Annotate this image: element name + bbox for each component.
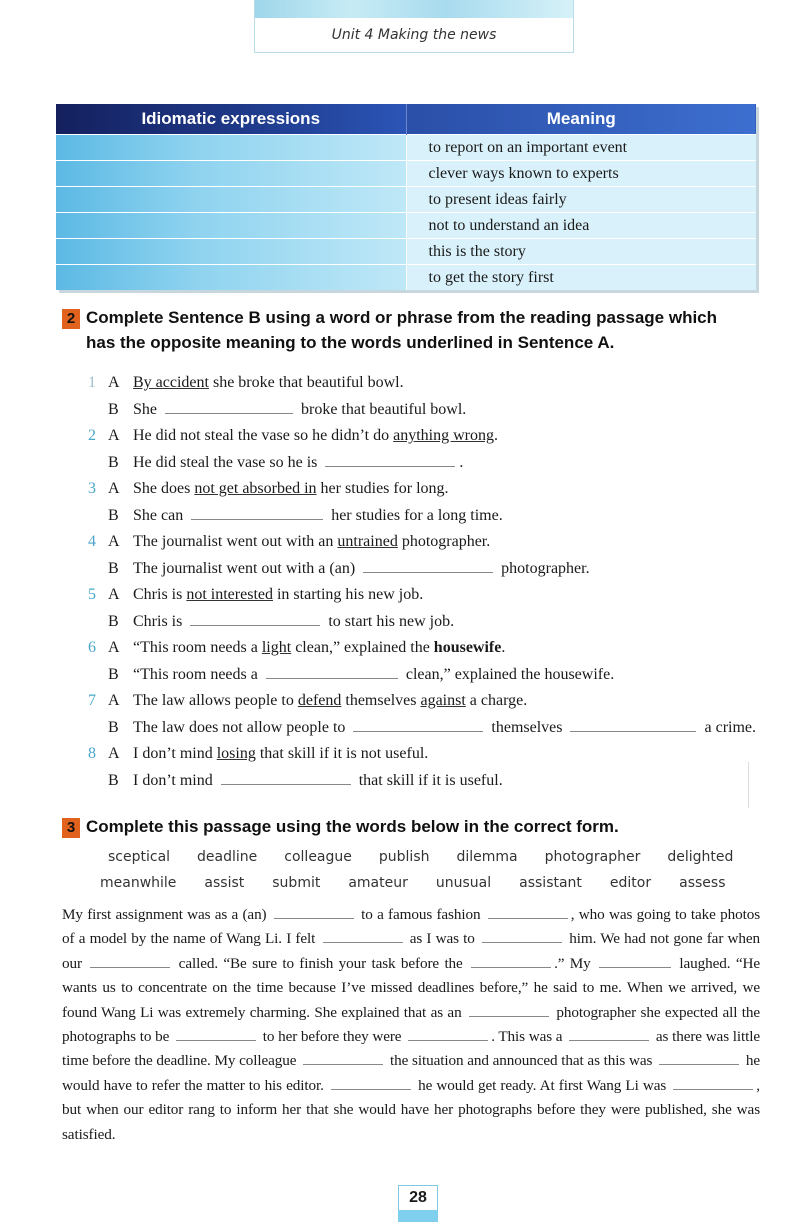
sentence-text: she broke that beautiful bowl. <box>208 374 404 391</box>
sentence-text: Chris is <box>133 586 187 603</box>
item-number: 8 <box>88 745 96 762</box>
page-number-strip <box>398 1210 438 1222</box>
sentence-b <box>88 397 768 424</box>
answer-blank[interactable] <box>176 1026 256 1041</box>
word-bank-item: amateur <box>348 875 408 891</box>
sentence-text: photographer. <box>497 559 590 577</box>
unit-header <box>254 0 574 53</box>
letter-b: B <box>108 453 119 471</box>
sentence-text: . <box>459 453 464 471</box>
exercise-2-heading <box>62 305 717 331</box>
sentence-text: photographer. <box>397 533 491 550</box>
sentence-text: I don’t mind <box>133 771 217 789</box>
passage-text: to her before they were <box>258 1028 406 1046</box>
sentence-b-text <box>133 503 503 529</box>
word-bank-item: editor <box>609 875 652 891</box>
word-bank-row <box>100 870 760 896</box>
item-number: 7 <box>88 692 96 709</box>
sentence-b <box>88 609 768 636</box>
item-number: 5 <box>88 586 96 603</box>
answer-blank[interactable] <box>274 904 354 919</box>
exercise-2-list <box>88 370 768 794</box>
underlined-phrase: losing <box>216 745 256 762</box>
word-bank-item: sceptical <box>108 849 171 865</box>
sentence-a-text <box>133 529 490 555</box>
expression-answer-cell[interactable] <box>56 265 406 291</box>
underlined-phrase: not interested <box>186 586 273 603</box>
exercise-number: 3 <box>62 818 80 838</box>
margin-rule <box>748 762 749 808</box>
expression-answer-cell[interactable] <box>56 213 406 239</box>
exercise-3-instruction: Complete this passage using the words below in the correct form. <box>86 817 619 836</box>
sentence-text: The law allows people to <box>133 692 298 709</box>
sentence-text: He did not steal the vase so he didn’t do <box>133 427 394 444</box>
meaning-cell: to present ideas fairly <box>406 187 756 213</box>
exercise-3-heading <box>62 814 619 840</box>
word-bank-item: publish <box>378 849 430 865</box>
item-number: 2 <box>88 427 96 444</box>
passage-text: to a famous fashion <box>356 906 485 923</box>
letter-a: A <box>108 639 120 656</box>
item-number: 1 <box>88 374 96 391</box>
word-bank-item: colleague <box>284 849 352 865</box>
table-row <box>56 161 756 187</box>
sentence-a <box>88 423 768 450</box>
sentence-b-text <box>133 715 756 741</box>
word-bank-item: unusual <box>435 875 492 891</box>
answer-blank[interactable] <box>165 397 293 414</box>
word-bank-item: meanwhile <box>100 875 177 891</box>
sentence-b-text <box>133 609 454 635</box>
sentence-text: her studies for long. <box>316 480 449 497</box>
passage-text: photographer she expected all the photographs to be <box>62 1003 760 1046</box>
letter-b: B <box>108 506 119 524</box>
exercise-2-instruction-1: Complete Sentence B using a word or phrase from the reading passage which <box>86 308 718 327</box>
expression-answer-cell[interactable] <box>56 187 406 213</box>
sentence-text: her studies for a long time. <box>327 506 503 524</box>
sentence-text: to start his new job. <box>324 612 455 630</box>
answer-blank[interactable] <box>363 556 493 573</box>
col-header-expressions: Idiomatic expressions <box>56 104 406 135</box>
exercise-2-heading-line2: has the opposite meaning to the words underlined in Sentence A. <box>86 333 615 352</box>
sentence-text: broke that beautiful bowl. <box>297 400 467 418</box>
table-row <box>56 239 756 265</box>
header-decoration <box>255 0 573 18</box>
table-row <box>56 213 756 239</box>
passage-text: laughed. “He wants us to concentrate on the time because I’ve missed deadlines before,” he said to me. When we arrived, we found Wang Li was extremely charming. She explained that as an <box>62 954 760 1021</box>
underlined-phrase: light <box>261 639 292 656</box>
answer-blank[interactable] <box>353 715 483 732</box>
passage-text: , who was going to take photos of a model by the name of Wang Li. I felt <box>62 906 761 948</box>
sentence-a-text <box>133 688 527 714</box>
answer-blank[interactable] <box>323 928 403 943</box>
answer-blank[interactable] <box>191 503 323 520</box>
col-header-meaning: Meaning <box>406 104 756 135</box>
page-number <box>398 1185 438 1221</box>
letter-b: B <box>108 612 119 630</box>
item-number: 6 <box>88 639 96 656</box>
sentence-b <box>88 768 768 795</box>
sentence-a <box>88 476 768 503</box>
word-bank-item: assistant <box>519 875 582 891</box>
sentence-text: “This room needs a <box>133 639 262 656</box>
underlined-phrase: anything wrong <box>393 427 494 444</box>
sentence-a-text <box>133 370 404 396</box>
sentence-text: She can <box>133 506 188 524</box>
letter-a: A <box>108 427 120 444</box>
expression-answer-cell[interactable] <box>56 239 406 265</box>
meaning-cell: this is the story <box>406 239 756 265</box>
passage-text: the situation and announced that as this was <box>386 1052 657 1070</box>
letter-b: B <box>108 771 119 789</box>
underlined-phrase: untrained <box>337 533 398 550</box>
passage-text: . This was a <box>491 1028 567 1046</box>
letter-a: A <box>108 586 120 603</box>
answer-blank[interactable] <box>659 1050 739 1065</box>
underlined-phrase: against <box>420 692 466 709</box>
table-header-row <box>56 104 756 135</box>
sentence-text: themselves <box>487 718 567 736</box>
meaning-cell: not to understand an idea <box>406 213 756 239</box>
answer-blank[interactable] <box>266 662 398 679</box>
sentence-text: “This room needs a <box>133 665 262 683</box>
sentence-text: a crime. <box>700 718 757 736</box>
answer-blank[interactable] <box>331 1075 411 1090</box>
sentence-a-text <box>133 741 428 767</box>
sentence-a-text <box>133 476 449 502</box>
sentence-a-text <box>133 582 423 608</box>
letter-a: A <box>108 374 120 391</box>
sentence-b <box>88 662 768 689</box>
passage-text: as there was little time before the deadline. My colleague <box>62 1028 760 1070</box>
meaning-cell: to get the story first <box>406 265 756 291</box>
sentence-a <box>88 370 768 397</box>
letter-b: B <box>108 718 119 736</box>
sentence-text: a charge. <box>465 692 528 709</box>
passage-text: as I was to <box>405 930 480 948</box>
passage-text: .” My <box>554 954 597 972</box>
sentence-text: . <box>501 639 506 656</box>
sentence-a <box>88 741 768 768</box>
word-bank-item: deadline <box>197 849 258 865</box>
sentence-text: . <box>493 427 498 444</box>
sentence-text: I don’t mind <box>133 745 217 762</box>
answer-blank[interactable] <box>569 1026 649 1041</box>
passage-text: , but when our editor rang to inform her that she would have her photographs before they were published, she was satisfied. <box>62 1076 760 1143</box>
answer-blank[interactable] <box>599 953 671 968</box>
underlined-phrase: defend <box>297 692 342 709</box>
letter-a: A <box>108 533 120 550</box>
passage-text: him. We had not gone far when our <box>62 930 761 972</box>
sentence-text: She <box>133 400 161 418</box>
sentence-text: in starting his new job. <box>272 586 424 603</box>
table-row <box>56 265 756 291</box>
expression-answer-cell[interactable] <box>56 161 406 187</box>
table-row <box>56 187 756 213</box>
bold-word: housewife <box>433 639 502 656</box>
meaning-cell: to report on an important event <box>406 135 756 161</box>
letter-b: B <box>108 665 119 683</box>
letter-a: A <box>108 692 120 709</box>
sentence-text: He did steal the vase so he is <box>133 453 322 471</box>
item-number: 4 <box>88 533 96 550</box>
passage-text: he would get ready. At first Wang Li was <box>413 1076 671 1094</box>
sentence-text: that skill if it is useful. <box>354 771 503 789</box>
passage-text: called. “Be sure to finish your task before the <box>173 954 469 972</box>
answer-blank[interactable] <box>471 953 551 968</box>
sentence-b-text <box>133 450 463 476</box>
sentence-text: The journalist went out with an <box>133 533 338 550</box>
letter-a: A <box>108 745 120 762</box>
unit-title: Unit 4 Making the news <box>331 27 497 43</box>
answer-blank[interactable] <box>482 928 562 943</box>
answer-blank[interactable] <box>570 715 696 732</box>
sentence-b <box>88 715 768 742</box>
idiom-table <box>56 104 756 290</box>
word-bank-item: assess <box>679 875 726 891</box>
sentence-text: The law does not allow people to <box>133 718 350 736</box>
sentence-b <box>88 556 768 583</box>
sentence-b-text <box>133 768 503 794</box>
sentence-b <box>88 503 768 530</box>
sentence-text: Chris is <box>133 612 187 630</box>
sentence-a <box>88 635 768 662</box>
answer-blank[interactable] <box>325 450 455 467</box>
underlined-phrase: By accident <box>133 374 209 391</box>
sentence-b-text <box>133 662 614 688</box>
answer-blank[interactable] <box>469 1002 549 1017</box>
word-bank-item: submit <box>272 875 321 891</box>
passage-text: he would have to refer the matter to his editor. <box>62 1052 760 1094</box>
word-bank-row <box>100 844 760 870</box>
answer-blank[interactable] <box>190 609 320 626</box>
answer-blank[interactable] <box>408 1026 488 1041</box>
answer-blank[interactable] <box>221 768 351 785</box>
answer-blank[interactable] <box>90 953 170 968</box>
word-bank-item: delighted <box>667 849 734 865</box>
sentence-b-text <box>133 397 466 423</box>
sentence-b <box>88 450 768 477</box>
sentence-a-text <box>133 635 505 661</box>
word-bank-item: dilemma <box>456 849 518 865</box>
sentence-a-text <box>133 423 498 449</box>
sentence-text: She does <box>133 480 195 497</box>
meaning-cell: clever ways known to experts <box>406 161 756 187</box>
letter-a: A <box>108 480 120 497</box>
letter-b: B <box>108 559 119 577</box>
item-number: 3 <box>88 480 96 497</box>
table-row <box>56 135 756 161</box>
answer-blank[interactable] <box>488 904 568 919</box>
sentence-text: that skill if it is not useful. <box>255 745 429 762</box>
letter-b: B <box>108 400 119 418</box>
answer-blank[interactable] <box>303 1050 383 1065</box>
passage-text: My first assignment was as a (an) <box>62 906 271 923</box>
sentence-text: clean,” explained the <box>291 639 434 656</box>
word-bank-item: photographer <box>544 849 641 865</box>
page-number-label: 28 <box>398 1185 438 1210</box>
sentence-text: clean,” explained the housewife. <box>401 665 615 683</box>
expression-answer-cell[interactable] <box>56 135 406 161</box>
sentence-a <box>88 582 768 609</box>
sentence-a <box>88 529 768 556</box>
underlined-phrase: not get absorbed in <box>194 480 317 497</box>
sentence-b-text <box>133 556 590 582</box>
cloze-passage <box>62 903 760 1147</box>
exercise-number: 2 <box>62 309 80 329</box>
answer-blank[interactable] <box>673 1075 753 1090</box>
sentence-text: The journalist went out with a (an) <box>133 559 360 577</box>
sentence-text: themselves <box>341 692 421 709</box>
word-bank-item: assist <box>204 875 245 891</box>
word-bank <box>100 844 760 896</box>
sentence-a <box>88 688 768 715</box>
